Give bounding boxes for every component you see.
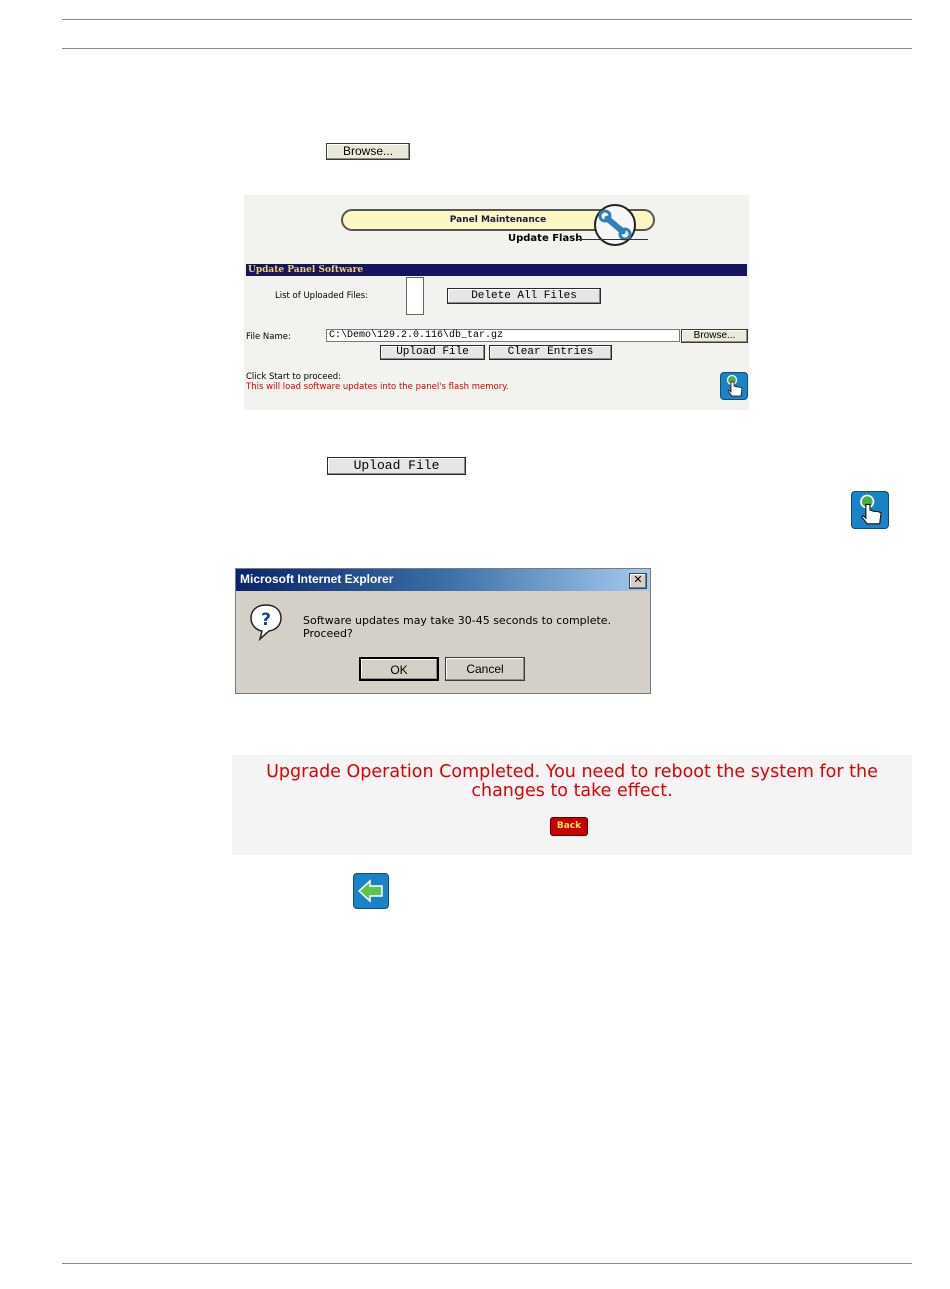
warning-text: This will load software updates into the panel's flash memory.: [246, 382, 509, 392]
footer-rule: [62, 1263, 912, 1264]
svg-text:?: ?: [261, 610, 271, 630]
upgrade-result-panel: [232, 755, 912, 855]
upgrade-message: Upgrade Operation Completed. You need to reboot the system for the changes to take effect.: [266, 762, 878, 801]
delete-all-files-button[interactable]: Delete All Files: [447, 288, 601, 304]
panel-upload-file-button[interactable]: Upload File: [380, 345, 485, 360]
header-rule-top: [62, 19, 912, 20]
panel-browse-button[interactable]: Browse...: [681, 329, 748, 343]
back-arrow-icon[interactable]: [353, 873, 389, 909]
update-flash-subtitle: Update Flash: [508, 233, 583, 244]
dialog-close-button[interactable]: ✕: [629, 573, 647, 589]
pointing-hand-icon[interactable]: [720, 372, 748, 400]
ok-button[interactable]: OK: [359, 657, 439, 681]
update-flash-panel: [244, 195, 749, 410]
file-name-label: File Name:: [246, 332, 291, 342]
file-name-input[interactable]: C:\Demo\129.2.0.116\db_tar.gz: [326, 329, 680, 342]
back-button[interactable]: Back: [550, 817, 588, 836]
panel-maintenance-header: Panel Maintenance: [341, 209, 655, 231]
pointing-hand-icon[interactable]: [851, 491, 889, 529]
header-rule-bottom: [62, 48, 912, 49]
dialog-title: Microsoft Internet Explorer: [240, 572, 394, 586]
update-panel-software-bar: Update Panel Software: [246, 264, 747, 276]
cancel-button[interactable]: Cancel: [445, 657, 525, 681]
uploaded-files-label: List of Uploaded Files:: [275, 291, 369, 301]
dialog-title-bar: [236, 569, 650, 591]
uploaded-files-list[interactable]: [406, 277, 424, 315]
upload-file-button[interactable]: Upload File: [327, 457, 466, 475]
browse-button[interactable]: Browse...: [326, 143, 410, 160]
dialog-message: Software updates may take 30-45 seconds to complete. Proceed?: [303, 614, 612, 640]
wrench-icon: [593, 203, 637, 247]
instruction-text: Click Start to proceed:: [246, 372, 341, 382]
clear-entries-button[interactable]: Clear Entries: [489, 345, 612, 360]
confirm-dialog: [235, 568, 651, 694]
question-icon: [248, 603, 284, 641]
subtitle-connector: [578, 239, 648, 240]
